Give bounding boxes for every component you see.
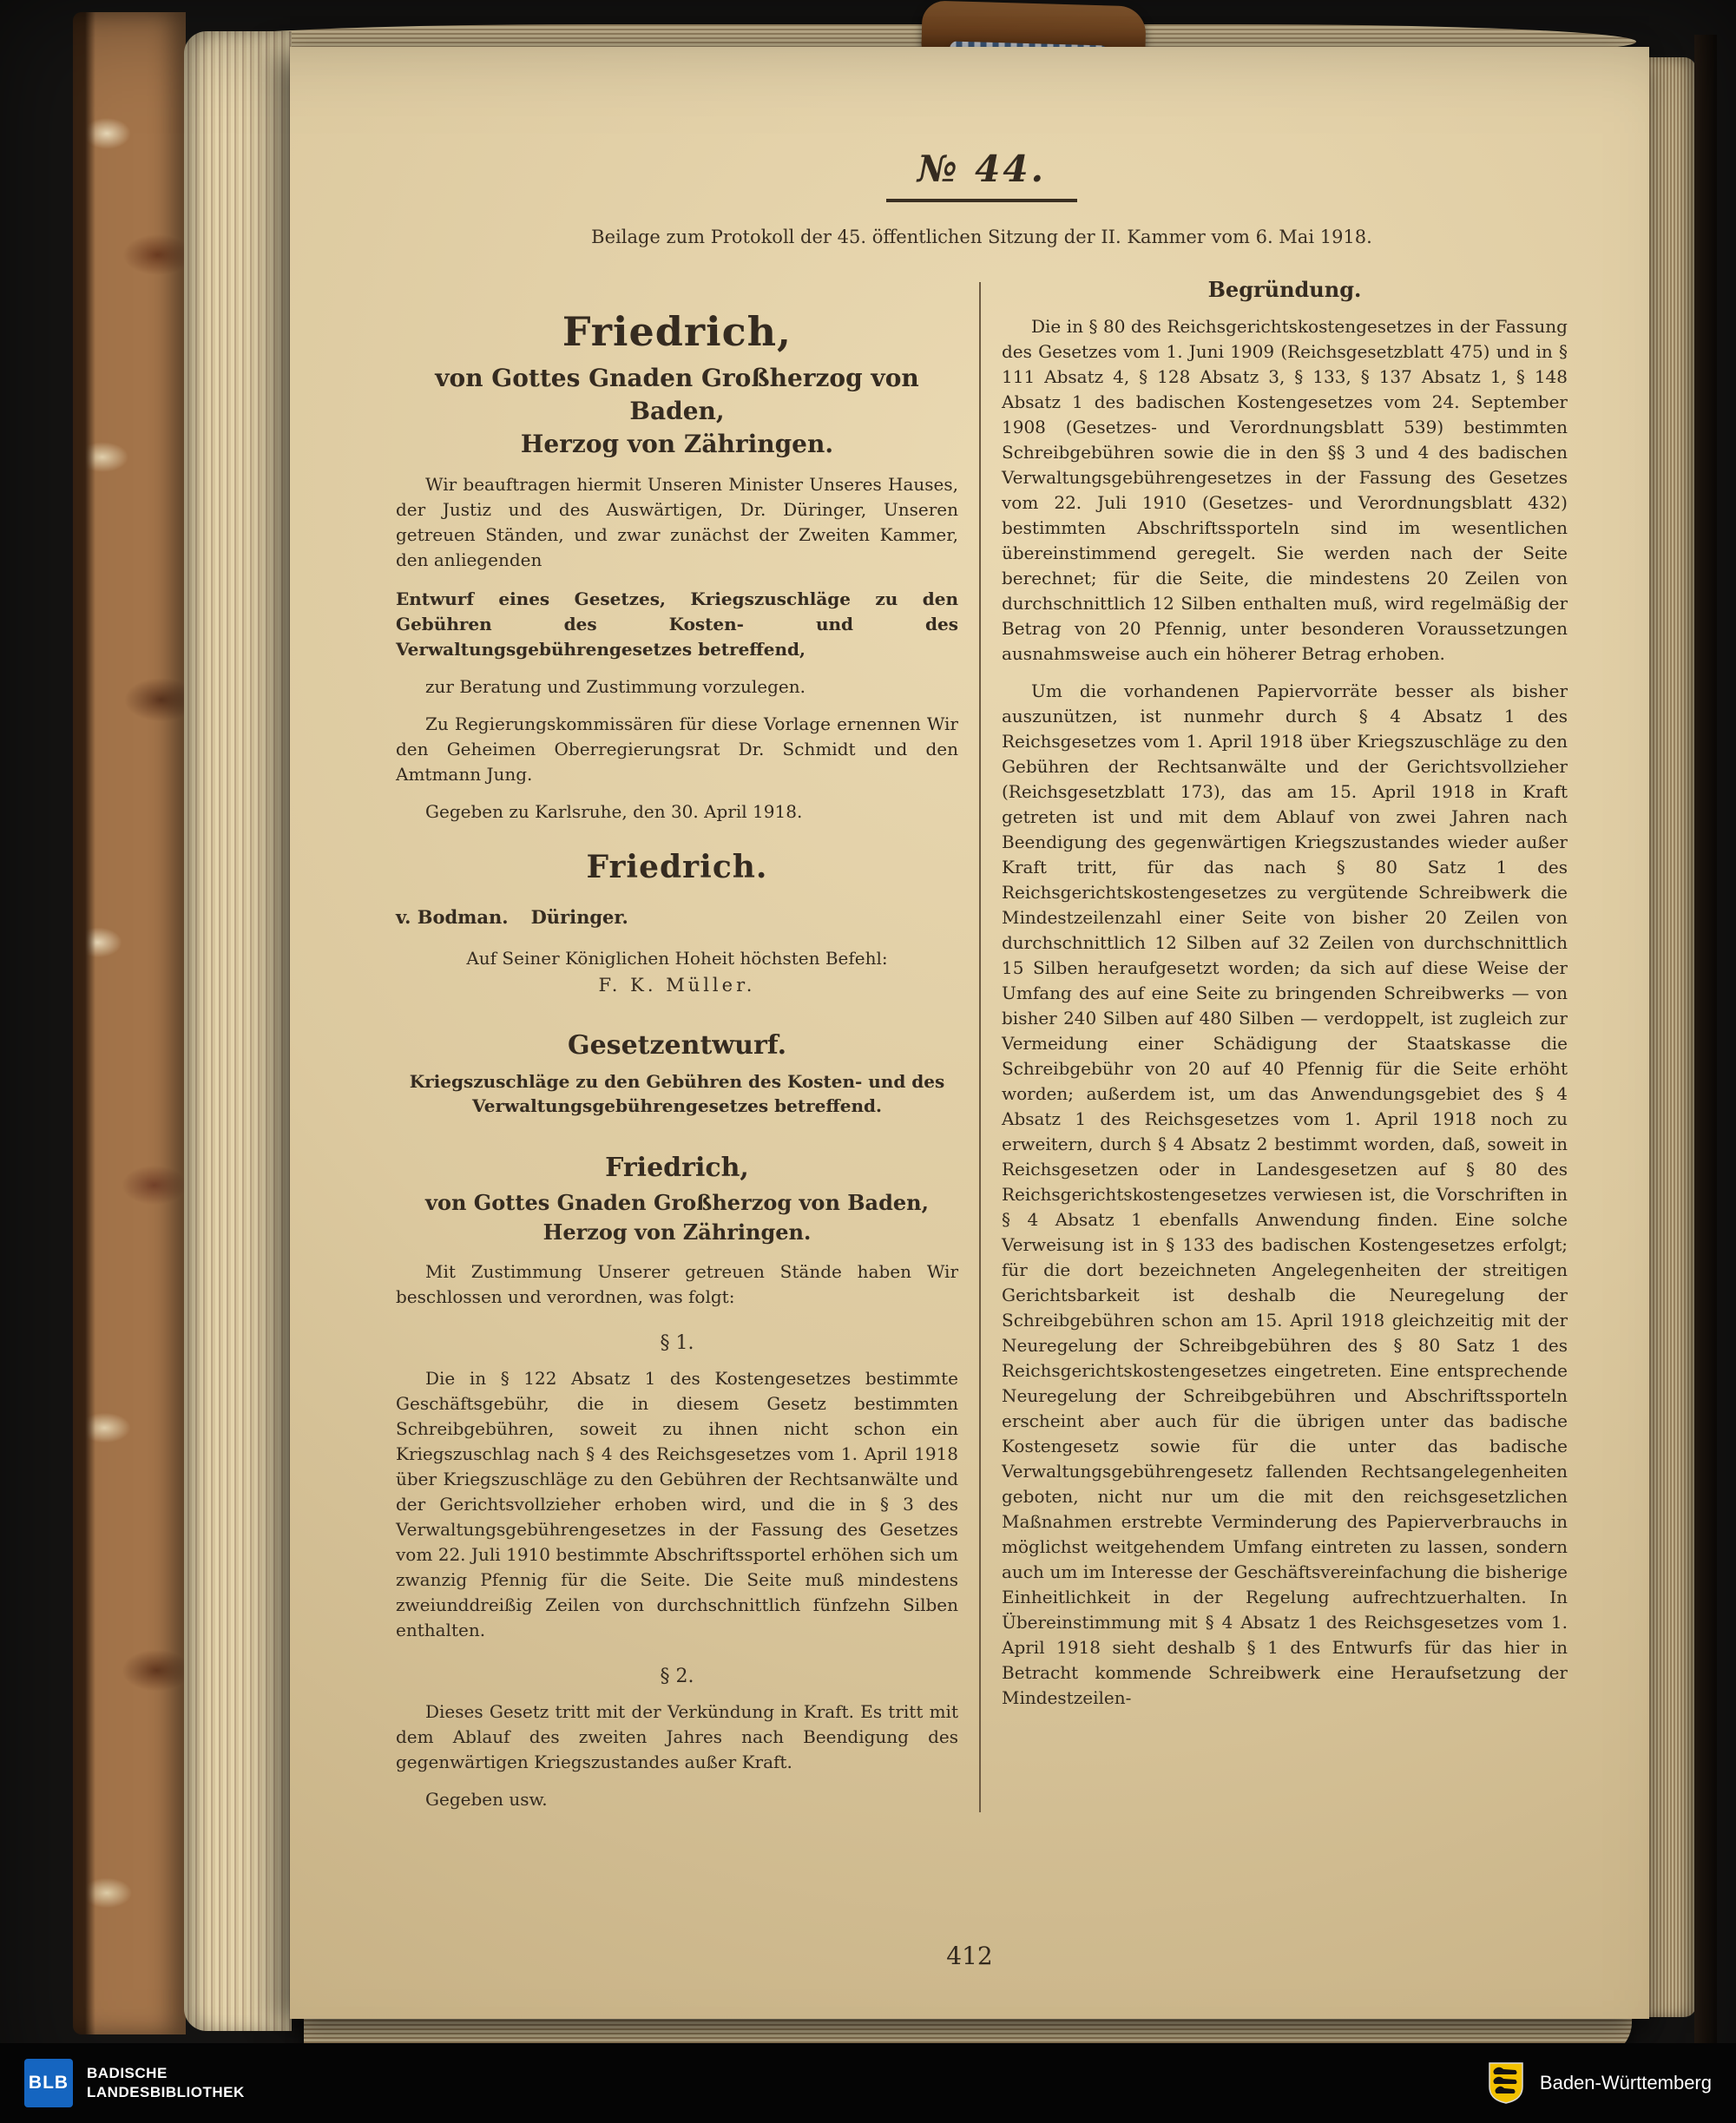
- signature-mueller: F. K. Müller.: [598, 975, 756, 996]
- countersign-bodman: v. Bodman.: [396, 906, 509, 929]
- law-heading-line2: von Gottes Gnaden Großherzog von Baden,: [425, 1190, 929, 1216]
- begruendung-heading: Begründung.: [1207, 277, 1362, 302]
- section-2-label: § 2.: [660, 1665, 694, 1687]
- page-stack-right-edge: [1647, 57, 1696, 2017]
- library-name: [87, 2064, 245, 2102]
- section-1-label: § 1.: [660, 1331, 694, 1354]
- scanned-page: [290, 47, 1649, 2019]
- book-cover-left-marbled: [73, 12, 186, 2034]
- decree-paragraph-beratung: zur Beratung und Zustimmung vorzulegen.: [425, 676, 806, 698]
- library-footer-bar: [0, 2043, 1736, 2123]
- right-column: [1002, 277, 1568, 1812]
- blb-logo-icon: BLB: [24, 2059, 73, 2107]
- section-2-text: Dieses Gesetz tritt mit der Verkündung in Kraft. Es tritt mit dem Ablauf des zweiten Jahres nach Beendigung des gegenwärtigen Kriegszustandes außer Kraft.: [396, 1700, 958, 1772]
- begruendung-paragraph-2: Um die vorhandenen Papiervorräte besser als bisher auszunützen, ist nunmehr durch § 4 Absatz 1 des Reichsgesetzes vom 1. April 1918 über Kriegszuschläge zu den Gebühren der Rechtsanwälte und der Gerichtsvollzieher (Reichsgesetzblatt 173), das am 15. April 1918 in Kraft getreten ist und mit dem Ablauf von zwei Jahren nach Beendigung des gegenwärtigen Kriegszustandes wieder außer Kraft tritt, für das nach § 80 Satz 1 des Reichsgerichtskostengesetzes zu vergütende Schreibwerk die Mindestzeilenzahl einer Seite von bisher 20 Zeilen von durchschnittlich 12 Silben auf 32 Zeilen von durchschnittlich 15 Silben heraufgesetzt worden; da sich auf diese Weise der Umfang des auf eine Seite zu bringenden Schreibwerks — von bisher 240 Silben auf 480 Silben — verdoppelt, ist zugleich zur Vermeidung einer Schädigung der Staatskasse die Schreibgebühr von 20 auf 40 Pfennig für die Seite erhöht worden; außerdem ist, um das Anwendungsgebiet des § 4 Absatz 1 des Reichsgesetzes vom 1. April 1918 noch zu erweitern, durch § 4 Absatz 2 bestimmt worden, daß, soweit in Reichsgesetzen oder in Landesgesetzen auf § 80 des Reichsgerichtskostengesetzes verwiesen ist, die Vorschriften in § 4 Absatz 1 ebenfalls Anwendung finden. Eine solche Verweisung ist in § 133 des badischen Kostengesetzes erfolgt; für die dort bezeichneten Angelegenheiten der streitigen Gerichtsbarkeit ist deshalb die Neuregelung der Schreibgebühren schon am 15. April 1918 gleichzeitig mit der Neuregelung der Schreibgebühren des § 80 Satz 1 des Reichsgerichtskostengesetzes eingetreten. Eine entsprechende Neuregelung der Schreibgebühren und Abschriftssporteln erscheint aber auch für die übrigen unter das badische Kostengesetz sowie für die unter das badische Verwaltungsgebührengesetz fallenden Rechtsangelegenheiten geboten, nicht nur um die mit den reichsgesetzlichen Maßnahmen erstrebte Verminderung des Papierverbrauchs in möglichst weitgehendem Umfang eintreten zu lassen, sondern auch um im Interesse der Geschäftsvereinfachung die bisherige Einheitlichkeit in der Regelung aufrechtzuerhalten. In Übereinstimmung mit § 4 Absatz 1 des Reichsgesetzes vom 1. April 1918 sieht deshalb § 1 des Entwurfs für das hier in Betracht kommende Schreibwerk eine Heraufsetzung der Mindestzeilen-: [1002, 680, 1568, 1708]
- book-cover-right-edge: [1694, 35, 1717, 2057]
- state-brand: [1486, 2061, 1712, 2106]
- blb-brand: [24, 2059, 245, 2107]
- law-heading-line3: Herzog von Zähringen.: [542, 1219, 812, 1245]
- befehl-line: Auf Seiner Königlichen Hoheit höchsten Befehl:: [466, 948, 888, 969]
- column-divider-rule: [979, 282, 981, 1812]
- page-stack-left-edge: [184, 31, 292, 2031]
- page-number: 412: [946, 1942, 993, 1970]
- decree-paragraph-kommissare: Zu Regierungskommissären für diese Vorlage ernennen Wir den Geheimen Oberregierungsrat Dr. Schmidt und den Amtmann Jung.: [396, 713, 958, 785]
- library-name-line1: BADISCHE: [87, 2064, 168, 2081]
- decree-title-line2: von Gottes Gnaden Großherzog von Baden,: [435, 364, 919, 425]
- countersignatures: [396, 906, 958, 928]
- decree-paragraph-gegeben: Gegeben zu Karlsruhe, den 30. April 1918.: [425, 801, 803, 823]
- decree-paragraph-entwurf: Entwurf eines Gesetzes, Kriegszuschläge zu den Gebühren des Kosten- und des Verwaltungsgebührengesetzes betreffend,: [396, 588, 958, 661]
- law-draft-title: Gesetzentwurf.: [567, 1030, 787, 1062]
- decree-title-line3: Herzog von Zähringen.: [520, 429, 834, 458]
- law-draft-subtitle: Kriegszuschläge zu den Gebühren des Kosten- und des Verwaltungsgebührengesetzes betreffend.: [409, 1071, 945, 1117]
- closing-gegeben-usw: Gegeben usw.: [425, 1788, 548, 1810]
- countersign-dueringer: Düringer.: [530, 906, 628, 929]
- decree-paragraph-commission: Wir beauftragen hiermit Unseren Minister Unseres Hauses, der Justiz und des Auswärtigen, Dr. Düringer, Unseren getreuen Ständen, und zwar zunächst der Zweiten Kammer, den anliegenden: [396, 474, 958, 571]
- doc-number: № 44.: [886, 148, 1077, 202]
- state-name: Baden-Württemberg: [1539, 2072, 1712, 2093]
- law-heading-name: Friedrich,: [605, 1153, 749, 1184]
- library-name-line2: LANDESBIBLIOTHEK: [87, 2084, 245, 2100]
- begruendung-paragraph-1: Die in § 80 des Reichsgerichtskostengesetzes in der Fassung des Gesetzes vom 1. Juni 1909 (Reichsgesetzblatt 475) und in § 111 Absatz 4, § 128 Absatz 3, § 133, § 137 Absatz 1, § 148 Absatz 1 des badischen Kostengesetzes vom 24. September 1908 (Gesetzes- und Verordnungsblatt 539) bestimmten Schreibgebühren sowie die in den §§ 3 und 4 des badischen Verwaltungsgebührengesetzes in der Fassung des Gesetzes vom 22. Juli 1910 (Gesetzes- und Verordnungsblatt 432) bestimmten Abschriftssporteln sind im wesentlichen übereinstimmend geregelt. Sie werden nach der Seite berechnet; für die Seite, die mindestens 20 Zeilen von durchschnittlich 12 Silben enthalten muß, wird regelmäßig der Betrag von 20 Pfennig, unter besonderen Voraussetzungen ausnahmsweise auch ein höherer Betrag erhoben.: [1002, 316, 1568, 664]
- signature-friedrich: Friedrich.: [586, 849, 768, 886]
- baden-wuerttemberg-crest-icon: [1486, 2061, 1526, 2106]
- left-column: [396, 277, 958, 1812]
- doc-subtitle: Beilage zum Protokoll der 45. öffentlichen Sitzung der II. Kammer vom 6. Mai 1918.: [591, 227, 1372, 247]
- section-1-text: Die in § 122 Absatz 1 des Kostengesetzes bestimmte Geschäftsgebühr, die in diesem Gesetz bestimmten Schreibgebühren, soweit zu ihnen nicht schon ein Kriegszuschlag nach § 4 des Reichsgesetzes vom 1. April 1918 über Kriegszuschläge zu den Gebühren der Rechtsanwälte und der Gerichtsvollzieher erhoben wird, und die in § 3 des Verwaltungsgebührengesetzes in der Fassung des Gesetzes vom 22. Juli 1910 bestimmte Abschriftssportel erhöhen sich um zwanzig Pfennig für die Seite. Die Seite muß mindestens zweiunddreißig Zeilen von durchschnittlich fünfzehn Silben enthalten.: [396, 1367, 958, 1640]
- law-paragraph-zustimmung: Mit Zustimmung Unserer getreuen Stände haben Wir beschlossen und verordnen, was folgt:: [396, 1260, 958, 1307]
- decree-title-name: Friedrich,: [562, 308, 792, 355]
